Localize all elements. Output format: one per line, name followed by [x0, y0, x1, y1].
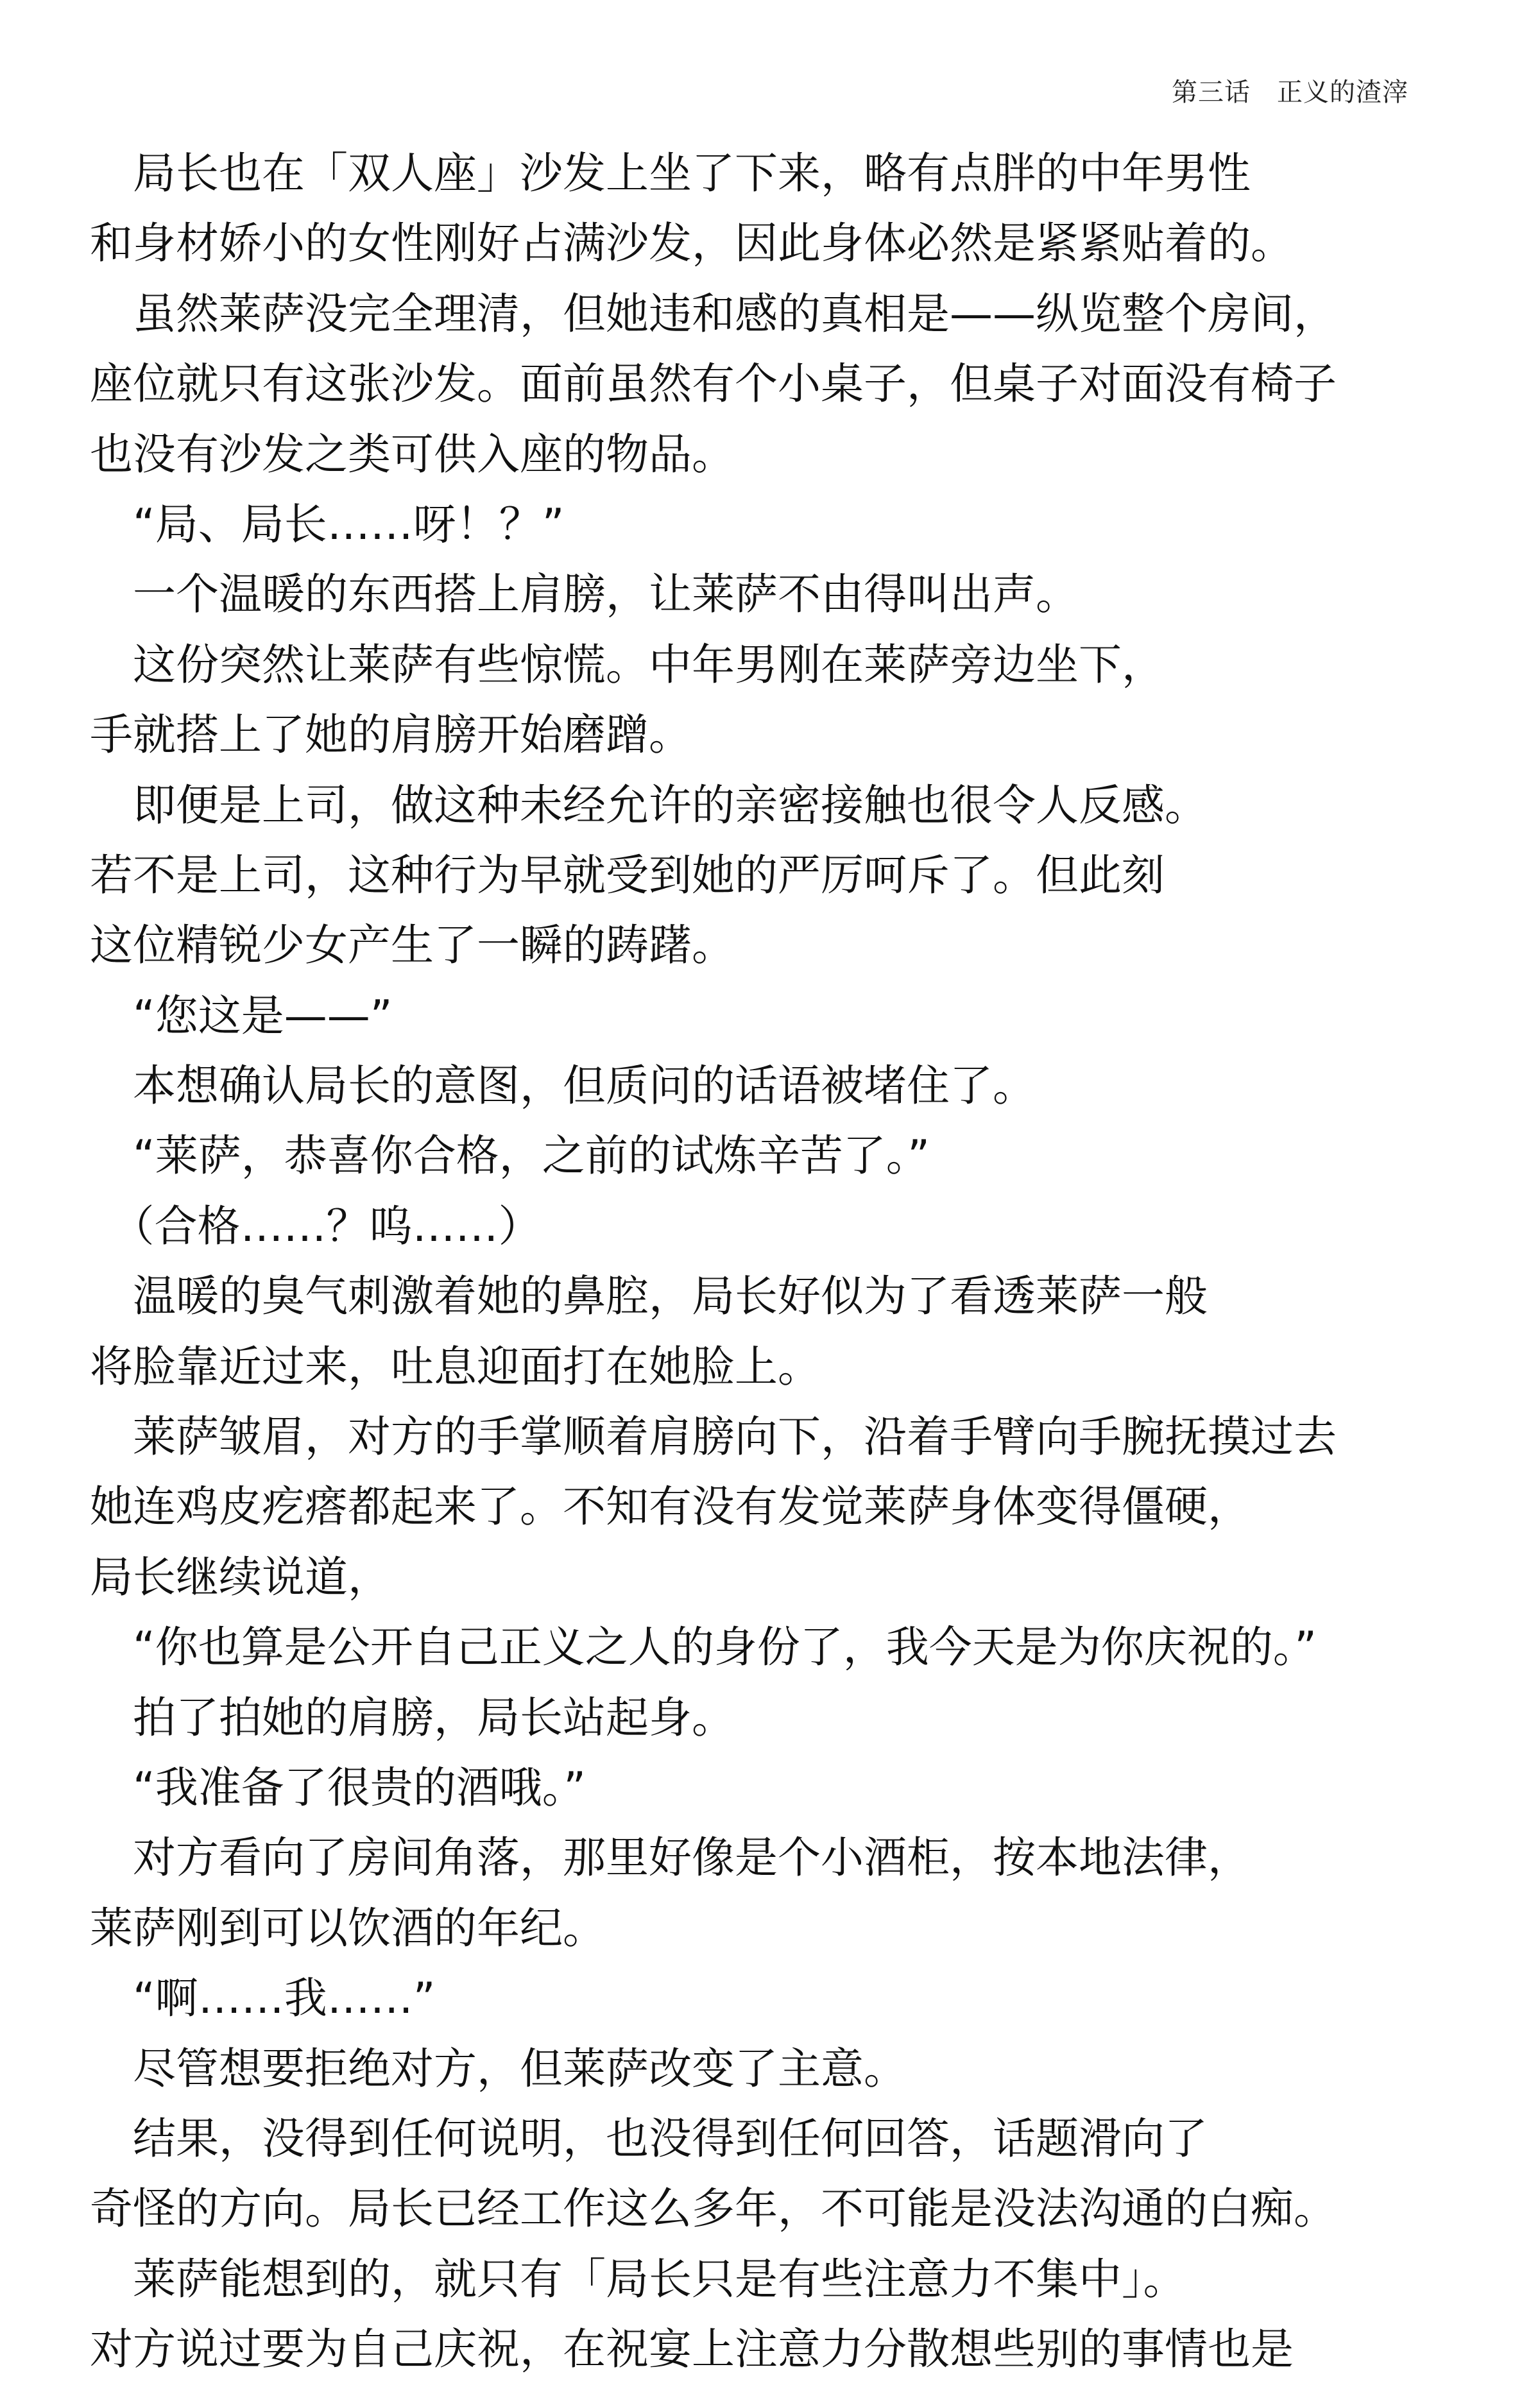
- text-line: 虽然莱萨没完全理清，但她违和感的真相是——纵览整个房间，: [90, 288, 1337, 339]
- body-text: [90, 139, 1534, 2385]
- text-line: 莱萨皱眉，对方的手掌顺着肩膀向下，沿着手臂向手腕抚摸过去: [90, 1412, 1337, 1462]
- text-line: 结果，没得到任何说明，也没得到任何回答，话题滑向了: [90, 2113, 1208, 2164]
- text-line: “啊……我……”: [90, 1973, 436, 2024]
- text-line: “您这是——”: [90, 990, 393, 1041]
- text-line: 莱萨刚到可以饮酒的年纪。: [90, 1902, 606, 1953]
- text-line: 局长继续说道，: [90, 1552, 391, 1602]
- text-line: “我准备了很贵的酒哦。”: [90, 1762, 586, 1813]
- text-line: “莱萨，恭喜你合格，之前的试炼辛苦了。”: [90, 1131, 930, 1181]
- text-line: 尽管想要拒绝对方，但莱萨改变了主意。: [90, 2043, 907, 2094]
- text-line: 即便是上司，做这种未经允许的亲密接触也很令人反感。: [90, 780, 1208, 830]
- text-line: 这份突然让莱萨有些惊慌。中年男刚在莱萨旁边坐下，: [90, 639, 1165, 690]
- text-line: 一个温暖的东西搭上肩膀，让莱萨不由得叫出声。: [90, 569, 1079, 620]
- text-line: 她连鸡皮疙瘩都起来了。不知有没有发觉莱萨身体变得僵硬，: [90, 1482, 1251, 1532]
- text-line: 局长也在「双人座」沙发上坐了下来，略有点胖的中年男性: [90, 148, 1251, 198]
- text-line: 也没有沙发之类可供入座的物品。: [90, 429, 735, 479]
- text-line: 座位就只有这张沙发。面前虽然有个小桌子，但桌子对面没有椅子: [90, 359, 1337, 409]
- text-line: 莱萨能想到的，就只有「局长只是有些注意力不集中」。: [90, 2253, 1186, 2304]
- text-line: 本想确认局长的意图，但质问的话语被堵住了。: [90, 1061, 1036, 1111]
- text-line: “你也算是公开自己正义之人的身份了，我今天是为你庆祝的。”: [90, 1622, 1317, 1673]
- text-line: 对方看向了房间角落，那里好像是个小酒柜，按本地法律，: [90, 1833, 1251, 1883]
- text-line: 拍了拍她的肩膀，局长站起身。: [90, 1692, 735, 1743]
- text-line: 手就搭上了她的肩膀开始磨蹭。: [90, 710, 692, 760]
- text-line: 将脸靠近过来，吐息迎面打在她脸上。: [90, 1341, 821, 1392]
- text-line: 对方说过要为自己庆祝，在祝宴上注意力分散想些别的事情也是: [90, 2324, 1294, 2375]
- text-line: 若不是上司，这种行为早就受到她的严厉呵斥了。但此刻: [90, 850, 1165, 900]
- text-line: 和身材娇小的女性刚好占满沙发，因此身体必然是紧紧贴着的。: [90, 218, 1294, 269]
- text-line: 温暖的臭气刺激着她的鼻腔，局长好似为了看透莱萨一般: [90, 1271, 1208, 1322]
- text-line: 奇怪的方向。局长已经工作这么多年，不可能是没法沟通的白痴。: [90, 2184, 1337, 2234]
- running-header: 第三话 正义的渣滓: [1172, 78, 1408, 107]
- text-line: “局、局长……呀！？”: [90, 499, 565, 549]
- text-line: 这位精锐少女产生了一瞬的踌躇。: [90, 920, 735, 971]
- text-line: （合格……？呜……）: [90, 1201, 542, 1251]
